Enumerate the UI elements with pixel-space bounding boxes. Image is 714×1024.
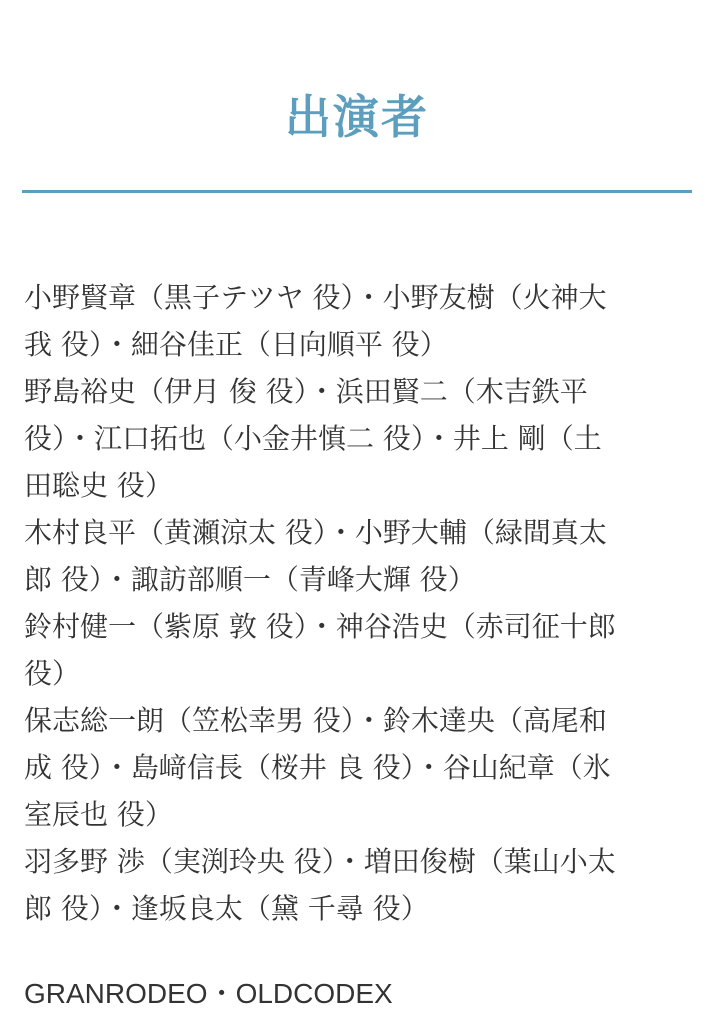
cast-line: 我 役）・細谷佳正（日向順平 役）	[24, 328, 448, 361]
cast-line: 郎 役）・逢坂良太（黛 千尋 役）	[24, 892, 429, 925]
cast-line: 役）	[24, 657, 81, 690]
section-title: 出演者	[285, 89, 429, 144]
cast-line: 成 役）・島﨑信長（桜井 良 役）・谷山紀章（氷	[24, 751, 611, 784]
cast-line: 役）・江口拓也（小金井慎二 役）・井上 剛（土	[24, 422, 602, 455]
cast-line: 鈴村健一（紫原 敦 役）・神谷浩史（赤司征十郎	[24, 610, 616, 643]
cast-line: 田聡史 役）	[24, 469, 173, 502]
cast-line: 野島裕史（伊月 俊 役）・浜田賢二（木吉鉄平	[24, 375, 588, 408]
cast-line: 室辰也 役）	[24, 798, 173, 831]
title-divider	[22, 190, 692, 193]
cast-line: 木村良平（黄瀬涼太 役）・小野大輔（緑間真太	[24, 516, 607, 549]
cast-line: 郎 役）・諏訪部順一（青峰大輝 役）	[24, 563, 476, 596]
cast-line: 羽多野 渉（実渕玲央 役）・増田俊樹（葉山小太	[24, 845, 616, 878]
cast-line: 保志総一朗（笠松幸男 役）・鈴木達央（高尾和	[24, 704, 607, 737]
artist-credits: GRANRODEO・OLDCODEX	[24, 978, 393, 1009]
cast-list	[24, 274, 688, 932]
cast-line: 小野賢章（黒子テツヤ 役）・小野友樹（火神大	[24, 281, 607, 314]
